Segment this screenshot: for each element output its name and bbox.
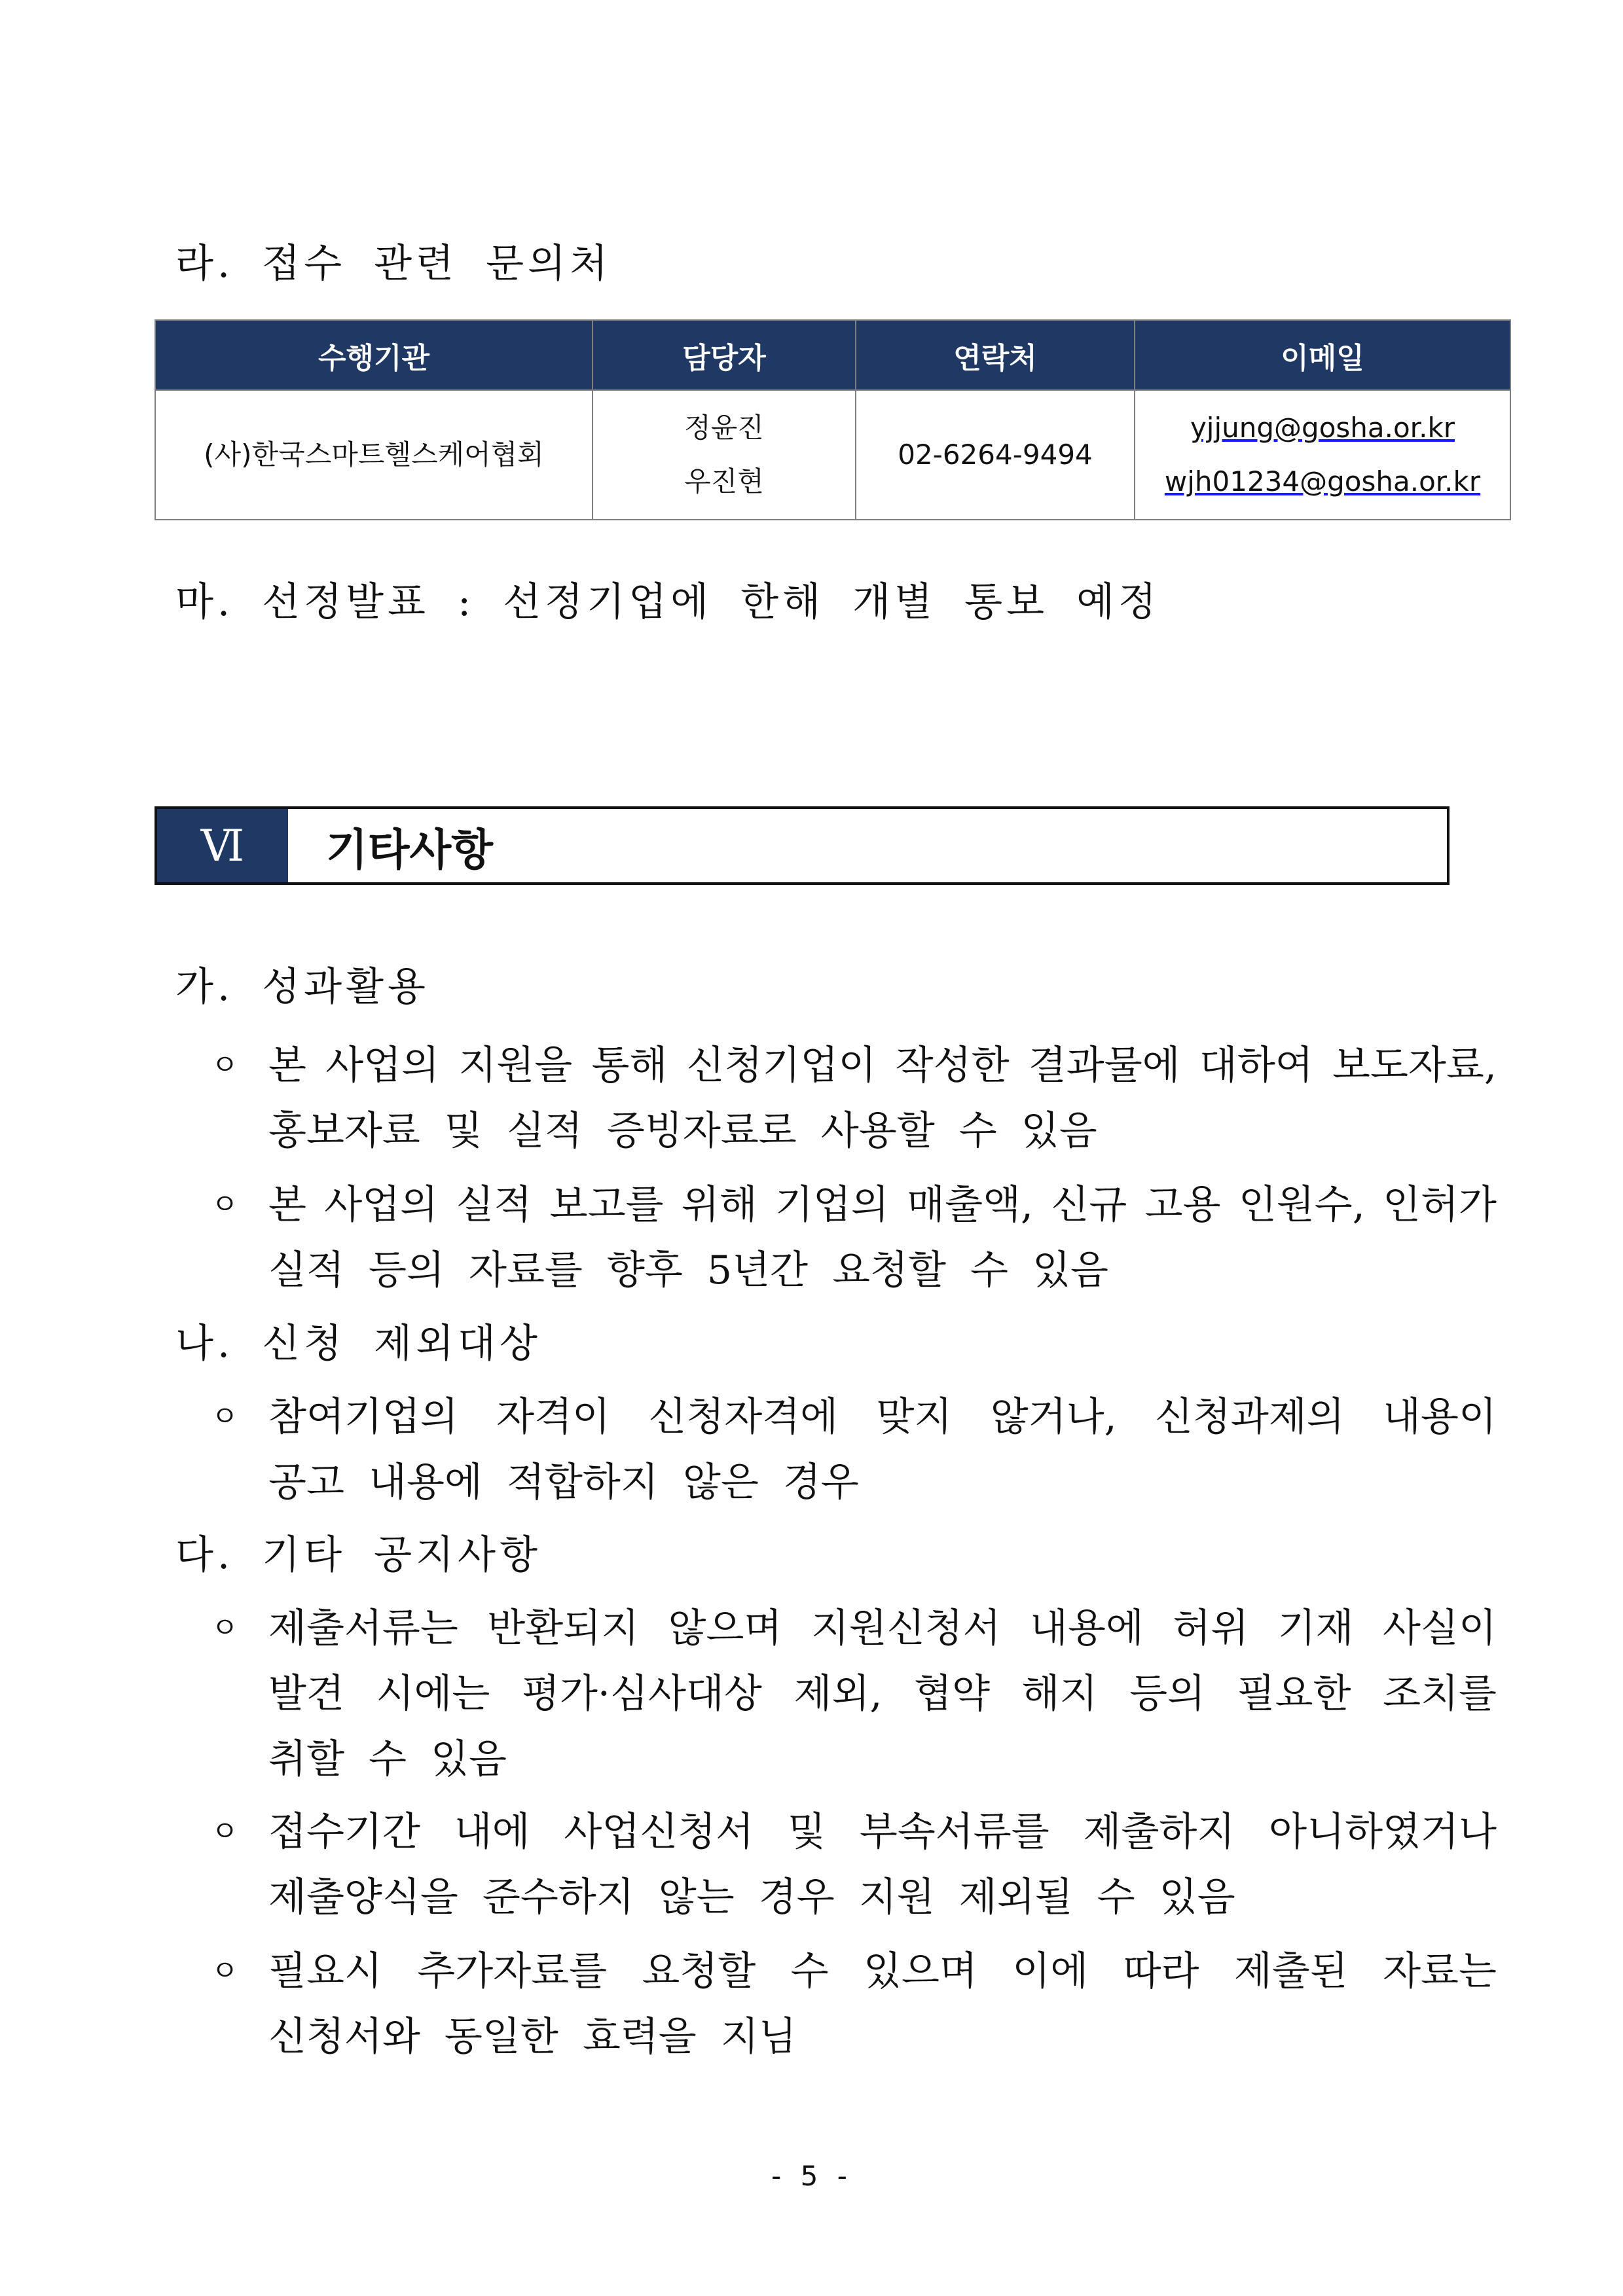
table-header-row xyxy=(155,320,1510,390)
word: 내용에 xyxy=(1030,1605,1144,1651)
word: 사실이 xyxy=(1383,1605,1497,1651)
word: 협약 xyxy=(914,1671,990,1717)
list-item-line: 취할 수 있음 xyxy=(268,1736,507,1782)
list-item-line xyxy=(268,1174,1497,1230)
word: 결과물에 xyxy=(1028,1043,1180,1088)
bullet-icon: ㅇ xyxy=(211,1954,239,1988)
word: 보도자료, xyxy=(1332,1043,1497,1088)
word: 대하여 xyxy=(1199,1043,1313,1088)
word: 내에 xyxy=(454,1809,530,1855)
page-number: - 5 - xyxy=(771,2160,852,2192)
word: 허위 xyxy=(1173,1605,1249,1651)
word: 제외, xyxy=(793,1671,883,1717)
cell-phone: 02-6264-9494 xyxy=(856,390,1135,520)
word: 자격이 xyxy=(496,1394,611,1440)
list-item-line xyxy=(268,1034,1497,1090)
word: 있으며 xyxy=(864,1948,977,1994)
list-item-line xyxy=(268,1597,1497,1653)
word: 고용 xyxy=(1144,1182,1221,1228)
bullet-icon: ㅇ xyxy=(211,1611,239,1645)
word: 신청기업이 xyxy=(686,1043,877,1088)
word: 위해 xyxy=(681,1182,757,1228)
word: 필요시 xyxy=(268,1948,382,1994)
cell-emails xyxy=(1135,390,1510,520)
word: 이에 xyxy=(1012,1948,1089,1994)
word: 맞지 xyxy=(876,1394,953,1440)
list-item-line: 홍보자료 및 실적 증빙자료로 사용할 수 있음 xyxy=(268,1108,1097,1154)
word: 않거나, xyxy=(990,1394,1117,1440)
word: 사업의 xyxy=(324,1182,439,1228)
list-item-line xyxy=(268,1662,1497,1719)
word: 제출하지 xyxy=(1083,1809,1235,1855)
word: 본 xyxy=(268,1182,306,1228)
word: 작성한 xyxy=(895,1043,1010,1088)
word: 시에는 xyxy=(376,1671,490,1717)
word: 기업의 xyxy=(775,1182,889,1228)
word: 신규 xyxy=(1051,1182,1127,1228)
email-link[interactable]: wjh01234@gosha.or.kr xyxy=(1164,465,1481,497)
cell-org: (사)한국스마트헬스케어협회 xyxy=(155,390,593,520)
word: 실적 xyxy=(456,1182,532,1228)
list-item-line: 제출양식을 준수하지 않는 경우 지원 제외될 수 있음 xyxy=(268,1874,1235,1920)
word: 필요한 xyxy=(1237,1671,1351,1717)
contact-table xyxy=(155,319,1511,520)
word: 수 xyxy=(790,1948,829,1994)
word: 지원신청서 xyxy=(811,1605,1001,1651)
word: 등의 xyxy=(1129,1671,1205,1717)
word: 제출서류는 xyxy=(268,1605,458,1651)
word: 신청과제의 xyxy=(1154,1394,1345,1440)
word: 제출된 xyxy=(1233,1948,1348,1994)
word: 않으며 xyxy=(668,1605,782,1651)
word: 매출액, xyxy=(907,1182,1034,1228)
bullet-icon: ㅇ xyxy=(211,1815,239,1848)
email-link[interactable]: yjjung@gosha.or.kr xyxy=(1190,412,1455,444)
heading-contact: 라. 접수 관련 문의처 xyxy=(175,241,611,287)
heading-announcement: 마. 선정발표 : 선정기업에 한해 개별 통보 예정 xyxy=(175,579,1161,625)
bullet-icon: ㅇ xyxy=(211,1188,239,1221)
cell-persons xyxy=(593,390,856,520)
section-title: 기타사항 xyxy=(326,824,494,875)
list-item-line xyxy=(268,1940,1497,1996)
list-item-line: 실적 등의 자료를 향후 5년간 요청할 수 있음 xyxy=(268,1247,1108,1293)
header-phone: 연락처 xyxy=(856,320,1135,390)
list-item-line xyxy=(268,1801,1497,1857)
table-row xyxy=(155,390,1510,520)
header-org: 수행기관 xyxy=(155,320,593,390)
list-item-line: 신청서와 동일한 효력을 지님 xyxy=(268,2014,797,2060)
word: 조치를 xyxy=(1383,1671,1497,1717)
bullet-icon: ㅇ xyxy=(211,1049,239,1082)
word: 사업의 xyxy=(325,1043,440,1088)
person-name: 정윤진 xyxy=(684,412,764,444)
word: 및 xyxy=(788,1809,826,1855)
section-header xyxy=(155,806,1450,885)
word: 지원을 xyxy=(458,1043,573,1088)
word: 해지 xyxy=(1021,1671,1098,1717)
word: 인원수, xyxy=(1238,1182,1365,1228)
person-name: 우진현 xyxy=(684,465,764,497)
header-email: 이메일 xyxy=(1135,320,1510,390)
word: 아니하였거나 xyxy=(1269,1809,1497,1855)
subheading-exclusion: 나. 신청 제외대상 xyxy=(175,1321,541,1367)
header-person: 담당자 xyxy=(593,320,856,390)
word: 신청자격에 xyxy=(648,1394,839,1440)
word: 보고를 xyxy=(549,1182,664,1228)
word: 참여기업의 xyxy=(268,1394,458,1440)
bullet-icon: ㅇ xyxy=(211,1400,239,1433)
word: 추가자료를 xyxy=(417,1948,608,1994)
subheading-results: 가. 성과활용 xyxy=(175,964,429,1010)
word: 인허가 xyxy=(1383,1182,1497,1228)
list-item-line xyxy=(268,1386,1497,1442)
word: 기재 xyxy=(1277,1605,1354,1651)
word: 평가·심사대상 xyxy=(522,1671,762,1717)
word: 발견 xyxy=(268,1671,344,1717)
word: 요청할 xyxy=(642,1948,756,1994)
word: 반환되지 xyxy=(487,1605,640,1651)
subheading-notices: 다. 기타 공지사항 xyxy=(175,1532,541,1578)
word: 부속서류를 xyxy=(859,1809,1049,1855)
word: 본 xyxy=(268,1043,306,1088)
section-number: Ⅵ xyxy=(157,809,288,882)
word: 내용이 xyxy=(1383,1394,1497,1440)
word: 통해 xyxy=(591,1043,668,1088)
word: 따라 xyxy=(1123,1948,1199,1994)
word: 접수기간 xyxy=(268,1809,420,1855)
word: 자료는 xyxy=(1383,1948,1497,1994)
list-item-line: 공고 내용에 적합하지 않은 경우 xyxy=(268,1460,859,1505)
word: 사업신청서 xyxy=(564,1809,754,1855)
